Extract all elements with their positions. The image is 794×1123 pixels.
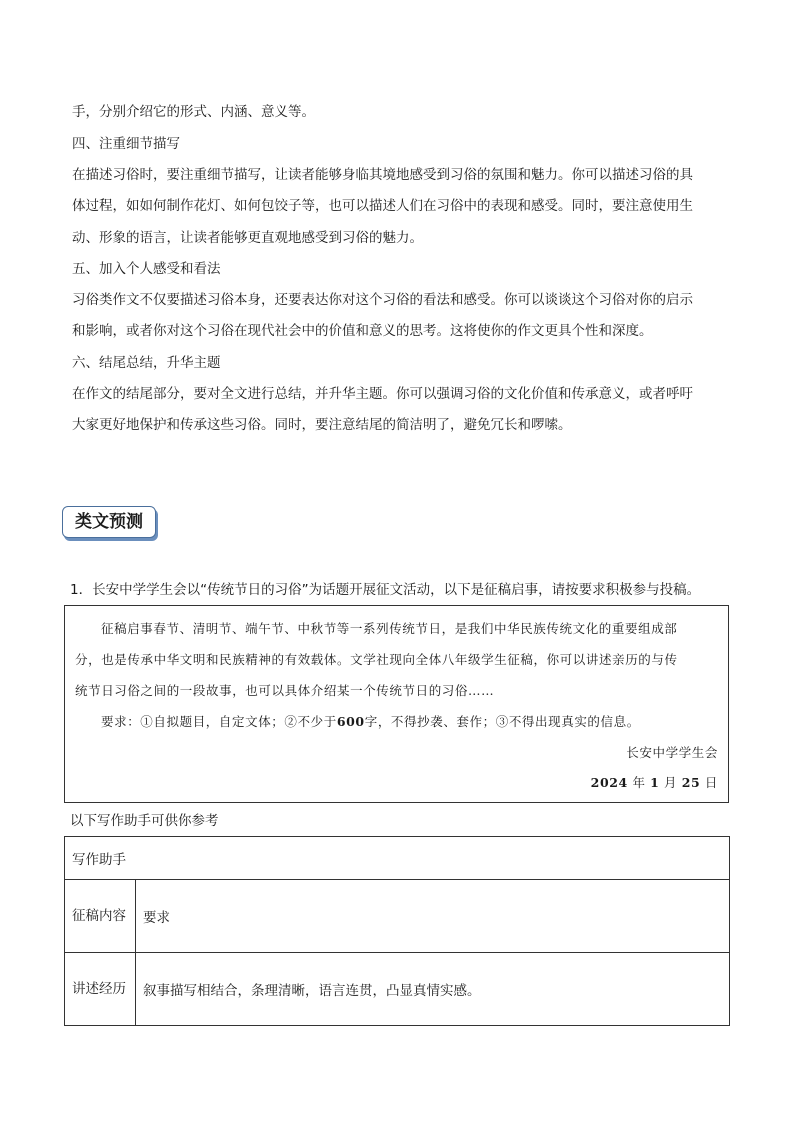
table-header-cell: 写作助手 [65,837,730,880]
table-row [65,953,730,1026]
paragraph-line: 在作文的结尾部分，要对全文进行总结，并升华主题。你可以强调习俗的文化价值和传承意义，或者呼吁 [72,386,693,402]
requirements-text: 要求：①自拟题目，自定文体；②不少于 [101,714,337,729]
writing-helper-table [64,836,730,1026]
heading-personal-feelings: 五、加入个人感受和看法 [72,261,221,277]
paragraph-line: 体过程，如如何制作花灯、如何包饺子等，也可以描述人们在习俗中的表现和感受。同时，要注意使用生 [72,198,693,214]
reference-line: 以下写作助手可供你参考 [70,813,219,829]
paragraph-line: 习俗类作文不仅要描述习俗本身，还要表达你对这个习俗的看法和感受。你可以谈谈这个习俗对你的启示 [72,292,693,308]
heading-conclusion: 六、结尾总结，升华主题 [72,355,221,371]
question-prompt: 1．长安中学学生会以“传统节日的习俗”为话题开展征文活动，以下是征稿启事，请按要求积极参与投稿。 [70,582,701,598]
notice-date [591,774,718,792]
notice-line: 统节日习俗之间的一段故事，也可以具体介绍某一个传统节日的习俗…… [75,683,495,698]
date-unit: 年 [632,775,646,790]
notice-signature: 长安中学学生会 [626,745,718,760]
table-value-cell: 要求 [136,880,730,953]
notice-line: 分，也是传承中华文明和民族精神的有效载体。文学社现向全体八年级学生征稿，你可以讲述亲历的与传 [75,652,678,667]
section-title-badge: 类文预测 [62,506,156,538]
date-day: 25 [681,775,701,790]
paragraph-line: 动、形象的语言，让读者能够更直观地感受到习俗的魅力。 [72,230,423,246]
table-row [65,880,730,953]
table-label-cell: 征稿内容 [65,880,136,953]
table-row [65,837,730,880]
call-for-papers-box [64,605,729,803]
date-unit: 日 [704,775,718,790]
date-unit: 月 [664,775,678,790]
table-value-cell: 叙事描写相结合，条理清晰，语言连贯，凸显真情实感。 [136,953,730,1026]
notice-requirements [75,713,746,731]
paragraph-line: 手，分别介绍它的形式、内涵、意义等。 [72,104,315,120]
paragraph-line: 和影响，或者你对这个习俗在现代社会中的价值和意义的思考。这将使你的作文更具个性和深度。 [72,323,653,339]
paragraph-line: 大家更好地保护和传承这些习俗。同时，要注意结尾的简洁明了，避免冗长和啰嗦。 [72,417,572,433]
table-label-cell: 讲述经历 [65,953,136,1026]
date-month: 1 [650,775,660,790]
date-year: 2024 [590,775,628,790]
word-count: 600 [336,714,365,729]
paragraph-line: 在描述习俗时，要注重细节描写，让读者能够身临其境地感受到习俗的氛围和魅力。你可以描述习俗的具 [72,167,693,183]
heading-detail-description: 四、注重细节描写 [72,136,180,152]
requirements-text: 字，不得抄袭、套作；③不得出现真实的信息。 [364,714,640,729]
notice-line: 征稿启事春节、清明节、端午节、中秋节等一系列传统节日，是我们中华民族传统文化的重要组成部 [101,621,678,636]
